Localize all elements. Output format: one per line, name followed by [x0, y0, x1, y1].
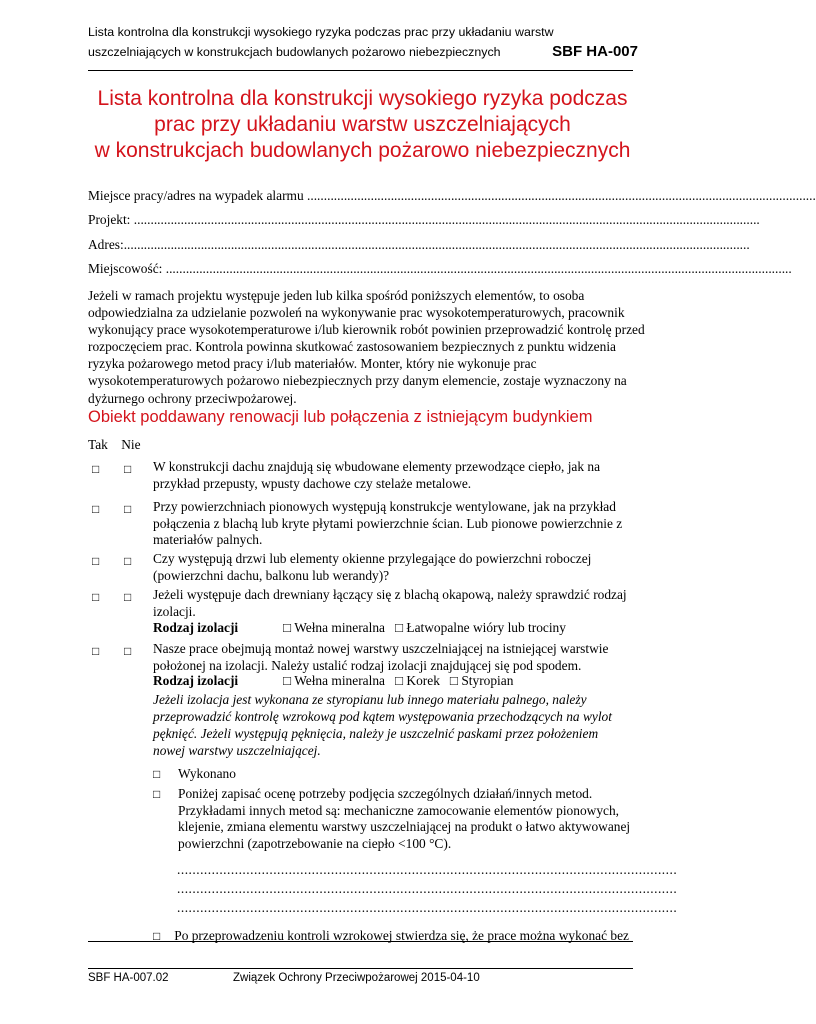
option-label: Wełna mineralna [294, 673, 385, 688]
field-city[interactable]: Miejscowość: ........................................................................................................................................................................................... [88, 261, 792, 276]
q4-option-wood-shavings[interactable] [395, 620, 566, 636]
checkbox[interactable]: □ [449, 673, 458, 688]
field-label: Adres: [88, 237, 124, 252]
page-bottom-rule [88, 941, 633, 942]
write-line-3[interactable]: .................................................................................................................................. [177, 900, 678, 915]
q4-insulation-row [153, 620, 576, 636]
header-line-2-row [88, 42, 638, 62]
footer-code: SBF HA-007.02 [88, 972, 169, 984]
assessment-item [153, 786, 633, 852]
field-label: Miejsce pracy/adres na wypadek alarmu [88, 188, 304, 203]
q5-option-mineral-wool[interactable] [283, 673, 385, 689]
styrofoam-note: Jeżeli izolacja jest wykonana ze styropianu lub innego materiału palnego, należy przeprowadzić kontrolę wzrokową pod kątem występowania przechodzących na wylot pęknięć. Jeżeli występują pęknięcia, należy je uszczelnić paskami przez położeniem nowej warstwy uszczelniającej. [153, 692, 612, 759]
document-code: SBF HA-007 [552, 43, 638, 60]
insulation-label: Rodzaj izolacji [153, 673, 239, 688]
title-line-3: w konstrukcjach budowlanych pożarowo niebezpiecznych [94, 139, 631, 162]
title-line-2: prac przy układaniu warstw uszczelniających [154, 113, 571, 136]
q5-option-cork[interactable] [395, 673, 440, 689]
insulation-label: Rodzaj izolacji [153, 620, 239, 635]
q5-option-styrofoam[interactable] [450, 673, 514, 689]
yes-no-header [88, 437, 151, 453]
question-2: Przy powierzchniach pionowych występują konstrukcje wentylowane, jak na przykład połączenia z blachą lub kryte płytami powierzchnie ścian. Lub pionowe powierzchnie z materiałów palnych. [153, 499, 623, 547]
done-checkbox[interactable]: □ [153, 767, 161, 781]
done-item [153, 766, 633, 783]
q4-no-checkbox[interactable]: □ [124, 590, 132, 604]
option-label: Korek [406, 673, 440, 688]
write-line-2[interactable]: .................................................................................................................................. [177, 881, 678, 896]
q2-yes-checkbox[interactable]: □ [92, 502, 100, 516]
assessment-checkbox[interactable]: □ [153, 787, 161, 801]
write-line-1[interactable]: .................................................................................................................................. [177, 862, 678, 877]
header-line-2: uszczelniających w konstrukcjach budowlanych pożarowo niebezpiecznych [88, 45, 501, 59]
header-divider [88, 70, 633, 71]
q5-yes-checkbox[interactable]: □ [92, 644, 100, 658]
q4-yes-checkbox[interactable]: □ [92, 590, 100, 604]
checkbox[interactable]: □ [283, 673, 292, 688]
option-label: Styropian [461, 673, 514, 688]
question-3: Czy występują drzwi lub elementy okienne przylegające do powierzchni roboczej (powierzchni dachu, balkonu lub werandy)? [153, 551, 592, 583]
assessment-text: Poniżej zapisać ocenę potrzeby podjęcia szczególnych działań/innych metod. Przykładami innych metod są: mechaniczne zamocowanie elementów pionowych, klejenie, zmiana elementu warstwy uszczelniającej na produkt o łatwo aktywowanej powierzchni (zapotrzebowanie na ciepło <100 °C). [178, 786, 631, 851]
page-footer [88, 972, 480, 984]
footer-divider [88, 968, 633, 969]
checkbox[interactable]: □ [394, 620, 404, 635]
q5-no-checkbox[interactable]: □ [124, 644, 132, 658]
field-project[interactable]: Projekt: ........................................................................................................................................................................................... [88, 212, 760, 227]
title-line-1: Lista kontrolna dla konstrukcji wysokiego ryzyka podczas [97, 87, 628, 110]
q1-no-checkbox[interactable]: □ [124, 462, 132, 476]
option-label: Wełna mineralna [294, 620, 385, 635]
no-column-label: Nie [121, 437, 141, 452]
intro-paragraph: Jeżeli w ramach projektu występuje jeden lub kilka spośród poniższych elementów, to osoba odpowiedzialna za udzielanie pozwoleń na wykonywanie prac wysokotemperaturowych, pracownik wykonujący prace wysokotemperaturowe i/lub kierownik robót powinien przeprowadzić kontrolę przed rozpoczęciem prac. Kontrola powinna skutkować zastosowaniem bezpiecznych z punktu widzenia ryzyka pożarowego metod pracy i/lub materiałów. Monter, który nie wykonuje prac wysokotemperaturowych pożarowo niebezpiecznych przy danym elemencie, zostaje wyznaczony na dyżurnego ochrony przeciwpożarowej. [88, 288, 645, 406]
after-check-text: Po przeprowadzeniu kontroli wzrokowej stwierdza się, że prace można wykonać bez [174, 928, 629, 943]
running-header [88, 22, 638, 62]
done-label: Wykonano [178, 766, 236, 781]
field-address[interactable]: Adres:........................................................................................................................................................................................... [88, 237, 750, 252]
q3-no-checkbox[interactable]: □ [124, 554, 132, 568]
q5-insulation-row [153, 673, 523, 689]
page-title [60, 86, 665, 164]
q1-yes-checkbox[interactable]: □ [92, 462, 100, 476]
field-label: Miejscowość: [88, 261, 166, 276]
checkbox[interactable]: □ [394, 673, 404, 688]
question-1: W konstrukcji dachu znajdują się wbudowane elementy przewodzące ciepło, jak na przykład przepusty, wpusty dachowe czy stelaże metalowe. [153, 459, 601, 491]
checkbox[interactable]: □ [283, 620, 292, 635]
q4-option-mineral-wool[interactable] [283, 620, 385, 636]
field-label: Projekt: [88, 212, 134, 227]
q3-yes-checkbox[interactable]: □ [92, 554, 100, 568]
yes-column-label: Tak [88, 437, 108, 452]
section-title: Obiekt poddawany renowacji lub połączenia z istniejącym budynkiem [88, 408, 593, 426]
question-4: Jeżeli występuje dach drewniany łączący się z blachą okapową, należy sprawdzić rodzaj izolacji. [153, 587, 627, 619]
after-check-checkbox[interactable]: □ [153, 929, 161, 943]
header-line-1: Lista kontrolna dla konstrukcji wysokiego ryzyka podczas prac przy układaniu warstw [88, 25, 554, 39]
field-alarm-address[interactable]: Miejsce pracy/adres na wypadek alarmu ........................................................................................................................................................ [88, 188, 816, 203]
footer-org: Związek Ochrony Przeciwpożarowej 2015-04-10 [233, 972, 480, 984]
option-label: Łatwopalne wióry lub trociny [406, 620, 566, 635]
q2-no-checkbox[interactable]: □ [124, 502, 132, 516]
question-5: Nasze prace obejmują montaż nowej warstwy uszczelniającej na istniejącej warstwie położonej na izolacji. Należy ustalić rodzaj izolacji znajdującej się pod spodem. [153, 641, 609, 673]
